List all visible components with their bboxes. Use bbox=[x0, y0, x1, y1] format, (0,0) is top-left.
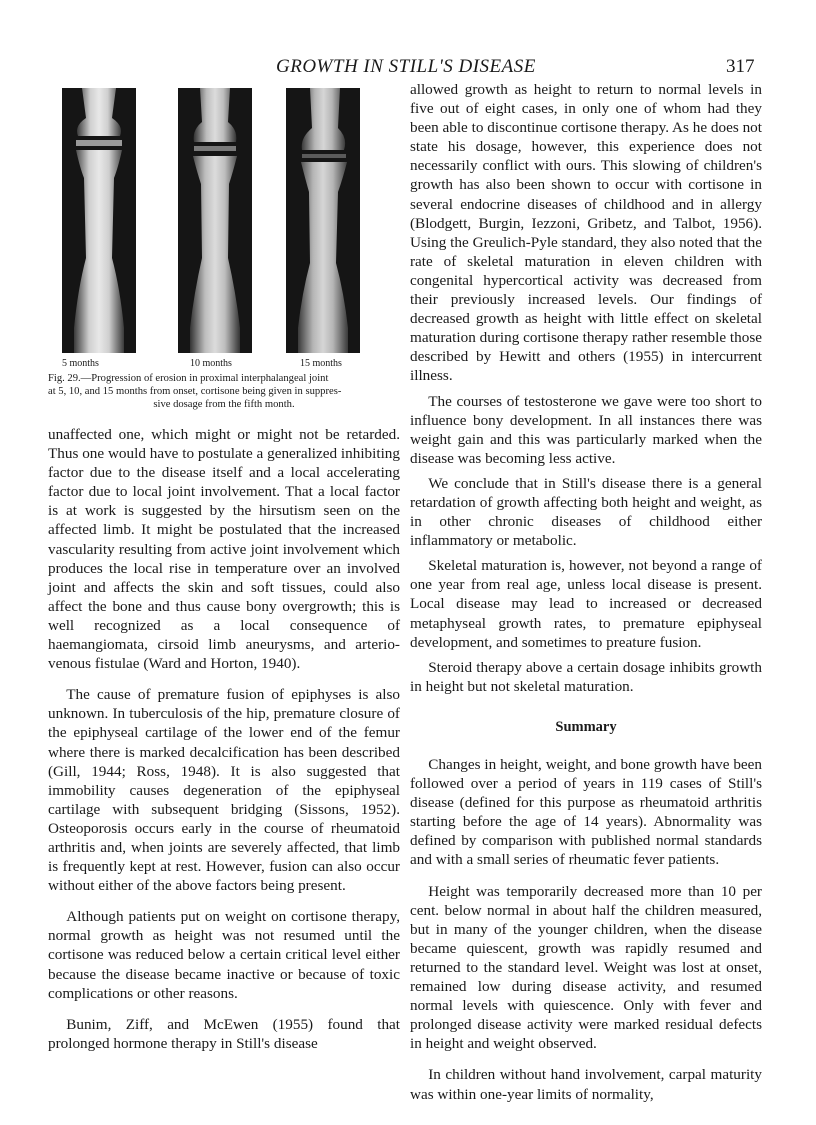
xray-panel-labels bbox=[48, 354, 400, 370]
running-header bbox=[0, 56, 816, 80]
xray-label-10-months: 10 months bbox=[190, 358, 232, 369]
body-paragraph: Bunim, Ziff, and McEwen (1955) found that prolonged hormone therapy in Still's disease bbox=[48, 1015, 400, 1052]
left-column bbox=[48, 80, 400, 1059]
caption-line: Fig. 29.—Progression of erosion in proximal interphalangeal joint bbox=[48, 373, 329, 384]
summary-paragraph: Height was temporarily decreased more than 10 per cent. below normal in about half the children measured, but in many of the younger children, when the disease became quiescent, growth was rapidly resumed and returned to the standard level. Weight was lost at onset, remained low during disease activity, and resumed normal levels with quiescence. Only with fever and prolonged disease activity were marked residual defects in height and weight observed. bbox=[410, 882, 762, 1053]
body-paragraph: We conclude that in Still's disease there is a general retardation of growth affecting both height and weight, as in other chronic diseases of childhood either inflammatory or metabolic. bbox=[410, 474, 762, 550]
section-heading-summary: Summary bbox=[555, 718, 617, 735]
body-paragraph: The cause of premature fusion of epiphyses is also unknown. In tuberculosis of the hip, premature closure of the epiphyseal cartilage of the lower end of the femur where there is marked decalcification has been described (Gill, 1944; Ross, 1948). It is also suggested that immobility causes degeneration of the epiphyseal cartilage with subsequent bridging (Sissons, 1952). Osteoporosis occurs early in the course of rheumatoid arthritis and, when joints are severely affected, that limb is frequently kept at rest. However, fusion can also occur without either of the above factors being present. bbox=[48, 686, 400, 895]
right-column bbox=[410, 80, 762, 1110]
xray-image-15-months bbox=[286, 88, 360, 353]
xray-label-15-months: 15 months bbox=[300, 358, 342, 369]
summary-paragraph: In children without hand involvement, carpal maturity was within one-year limits of normality, bbox=[410, 1066, 762, 1103]
xray-label-5-months: 5 months bbox=[62, 358, 99, 369]
caption-line: at 5, 10, and 15 months from onset, cortisone being given in suppres- bbox=[48, 386, 342, 397]
body-paragraph: Skeletal maturation is, however, not beyond a range of one year from real age, unless local disease is present. Local disease may lead to increased or decreased metaphyseal growth rates, to premature epiphyseal development, and sometimes to preature fusion. bbox=[410, 557, 762, 651]
body-paragraph: Although patients put on weight on cortisone therapy, normal growth as height was not resumed until the cortisone was reduced below a certain critical level either because the disease became inactive or because of toxic complications or other reasons. bbox=[48, 908, 400, 1002]
xray-image-10-months bbox=[178, 88, 252, 353]
figure-29-xrays bbox=[48, 80, 400, 350]
body-paragraph: The courses of testosterone we gave were too short to influence bony development. In all instances there was weight gain and this was particularly marked when the disease was becoming less active. bbox=[410, 392, 762, 467]
summary-paragraph: Changes in height, weight, and bone growth have been followed over a period of years in 119 cases of Still's disease (defined for this purpose as rheumatoid arthritis starting before the age of 14 years). Abnormality was defined by comparison with published normal standards and with a small series of rheumatic fever patients. bbox=[410, 756, 762, 869]
figure-caption bbox=[48, 372, 400, 411]
xray-image-5-months bbox=[62, 88, 136, 353]
running-title: GROWTH IN STILL'S DISEASE bbox=[276, 56, 536, 77]
body-paragraph: unaffected one, which might or might not be retarded. Thus one would have to postulate a generalized inhibiting factor due to the disease itself and a local accelerating factor due to local joint involvement. That a local factor is at work is suggested by the hirsutism seen on the affected limb. It might be postulated that the increased vascularity resulting from active joint involvement which produces the local rise in temperature over an involved joint and affects the skin and soft tissues, could also affect the bone and thus cause bony overgrowth; this is well recognized as a local consequence of haemangiomata, cirsoid limb aneurysms, and arterio-venous fistulae (Ward and Horton, 1940). bbox=[48, 426, 400, 673]
page-number: 317 bbox=[726, 56, 755, 77]
body-paragraph: Steroid therapy above a certain dosage inhibits growth in height but not skeletal maturation. bbox=[410, 658, 762, 695]
caption-line: sive dosage from the fifth month. bbox=[153, 399, 295, 410]
body-paragraph: allowed growth as height to return to normal levels in five out of eight cases, in only one of whom had they been able to discontinue cortisone therapy. As he does not state his dosage, however, this experience does not necessarily conflict with ours. This slowing of children's growth has also been shown to occur with cortisone in several endocrine diseases of childhood and in allergy (Blodgett, Burgin, Iezzoni, Gribetz, and Talbot, 1956). Using the Greulich-Pyle standard, they also noted that the rate of skeletal maturation in eleven children with congenital hypercortical activity was decreased from their previously increased levels. Our findings of decreased growth as height with little effect on skeletal maturation during cortisone therapy rather resemble those described by Hewitt and others (1955) in intercurrent illness. bbox=[410, 81, 762, 385]
